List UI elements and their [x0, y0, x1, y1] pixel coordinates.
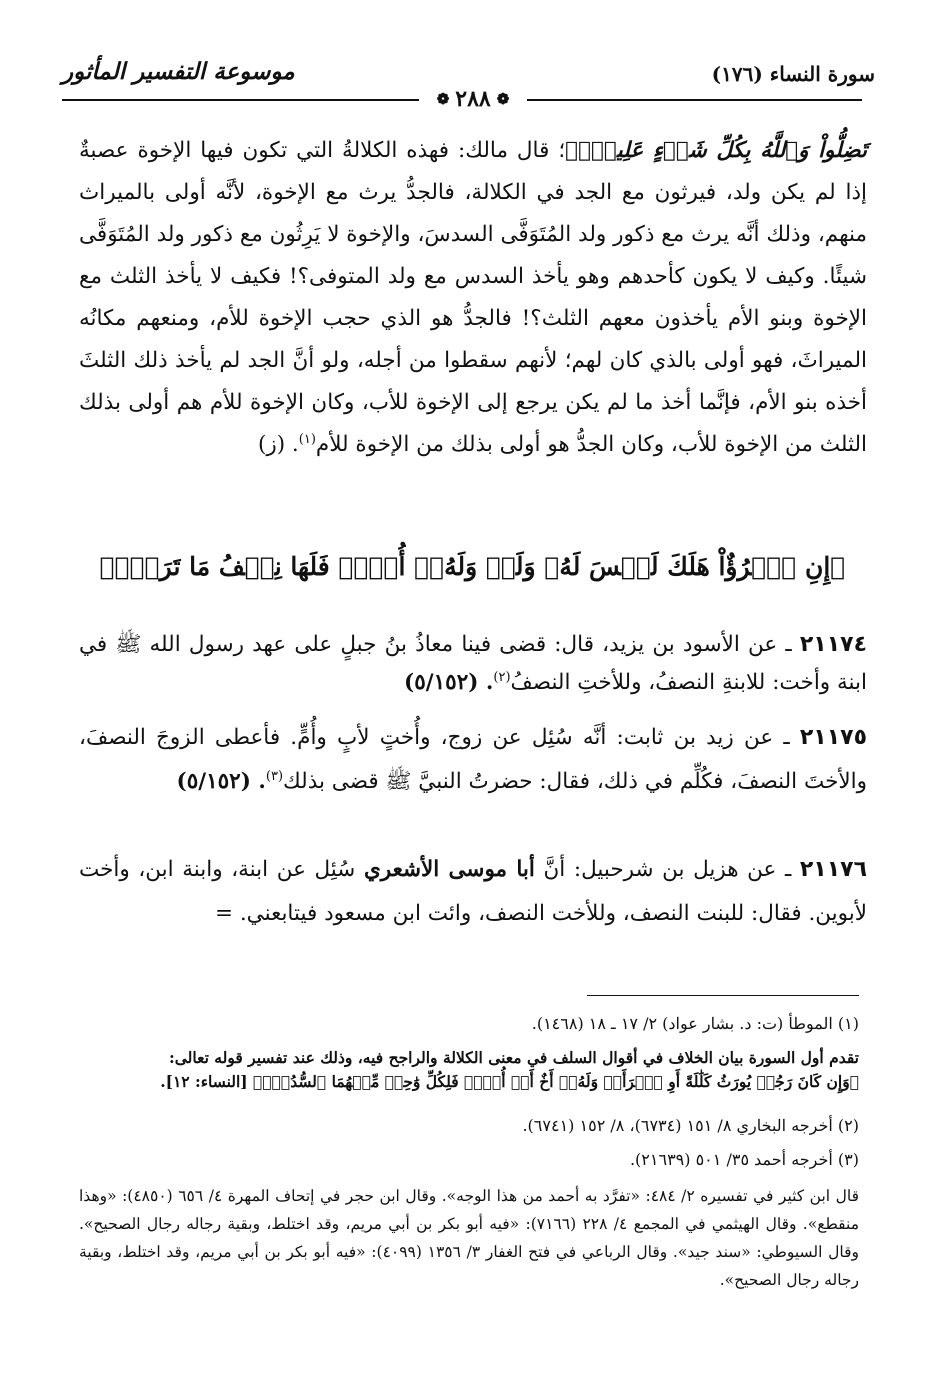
narration-text: ـ عن الأسود بن يزيد، قال: قضى فينا معاذُ بنُ جبلٍ على عهد رسول الله ﷺ في ابنة وأخت: للابنةِ النصفُ، وللأختِ النصفُ	[79, 632, 867, 695]
footnote-1: (١) الموطأ (ت: د. بشار عواد) ٢/ ١٧ ـ ١٨ (١٤٦٨).	[531, 1014, 859, 1033]
note-text: تقدم أول السورة بيان الخلاف في أقوال السلف في معنى الكلالة والراجح فيه، وذلك عند تفسير قوله تعالى:	[169, 1048, 859, 1067]
narration	[79, 848, 867, 936]
intro-text: ؛ قال مالك: فهذه الكلالةُ التي تكون فيها الإخوة عصبةٌ إذا لم يكن ولد، فيرثون مع الجد في الكلالة، فالجدُّ يرث مع الإخوة، لأنَّه أولى بالميراث منهم، وذلك أنَّه يرث مع ذكور ولد المُتَوَفَّى السدسَ، والإخوة لا يَرِثُون مع ذكور ولد المُتَوَفَّى شيئًا. وكيف لا يكون كأحدهم وهو يأخذ السدس مع ولد المتوفى؟! فكيف لا يأخذ الثلث مع الإخوة وبنو الأم يأخذون معهم الثلث؟! فالجدُّ هو الذي حجب الإخوة للأم، ومنعهم مكانُه الميراثَ، فهو أولى بالذي كان لهم؛ لأنهم سقطوا من أجله، ولو أنَّ الجد لم يأخذ ذلك الثلثَ أخذه بنو الأم، فإنَّما أخذ ما لم يكن يرجع إلى الإخوة للأب، وكان الإخوة للأم هم أولى بذلك الثلث من الإخوة للأب، وكان الجدُّ هو أولى بذلك من الإخوة للأم	[79, 138, 867, 457]
narration	[79, 626, 867, 702]
page-number: ٢٨٨	[455, 86, 491, 112]
footnote-commentary: قال ابن كثير في تفسيره ٢/ ٤٨٤: «تفرَّد به أحمد من هذا الوجه». وقال ابن حجر في إتحاف المهرة ٤/ ٦٥٦ (٤٨٥٠): «وهذا منقطع». وقال الهيثمي في المجمع ٤/ ٢٢٨ (٧١٦٦): «فيه أبو بكر بن أبي مريم، وقد اختلط، وبقية رجاله رجال الصحيح». وقال السيوطي: «سند جيد». وقال الرباعي في فتح الغفار ٣/ ١٣٥٦ (٤٠٩٩): «فيه أبو بكر بن أبي مريم، وقد اختلط، وبقية رجاله رجال الصحيح».	[79, 1187, 859, 1289]
book-title: موسوعة التفسير المأثور	[62, 58, 295, 85]
narration-text: ـ عن زيد بن ثابت: أنَّه سُئِل عن زوج، وأُختٍ لأبٍ وأُمٍّ. فأعطى الزوجَ النصفَ، والأختَ النصفَ، فكُلِّم في ذلك، فقال: حضرتُ النبيَّ ﷺ قضى بذلك	[79, 725, 867, 794]
footnote-2: (٢) أخرجه البخاري ٨/ ١٥١ (٦٧٣٤)، ٨/ ١٥٢ (٦٧٤١).	[522, 1116, 859, 1135]
verse-heading: ﴿إِنِ ٱمۡرُؤٌاْ هَلَكَ لَيۡسَ لَهُۥ وَلَدٞ وَلَهُۥٓ أُخۡتٞ فَلَهَا نِصۡفُ مَا تَرَكَۚ﴾	[99, 552, 846, 581]
quran-fragment: تَضِلُّواْ وَٱللَّهُ بِكُلِّ شَيۡءٍ عَلِيمُۢ﴾	[565, 138, 867, 163]
ornament-icon: ❁	[436, 90, 450, 108]
note-ref: [النساء: ١٢].	[160, 1072, 254, 1091]
narration-text: سُئِل عن ابنة، وابنة ابن، وأخت لأبوين. فقال: للبنت النصف، وللأخت النصف، وائت ابن مسعود فيتابعني. =	[79, 857, 867, 926]
volume-reference: . (٥/١٥٢)	[176, 769, 266, 794]
narration	[79, 716, 867, 804]
ornament-icon: ❁	[496, 90, 510, 108]
footnote-marker: (٣)	[265, 768, 284, 784]
volume-reference: . (٥/١٥٢)	[404, 670, 494, 695]
page-number-box	[419, 86, 527, 112]
surah-header: سورة النساء (١٧٦)	[711, 62, 875, 86]
footnote-marker: (١)	[298, 431, 316, 447]
narration-number: ٢١١٧٤	[799, 632, 867, 657]
narration-number: ٢١١٧٥	[799, 725, 867, 750]
narrator-name: أبا موسى الأشعري	[363, 857, 535, 882]
note-quran: ﴿وَإِن كَانَ رَجُلٞ يُورَثُ كَلَٰلَةً أَوِ ٱمۡرَأَةٞ وَلَهُۥٓ أَخٌ أَوۡ أُخۡتٞ فَلِكُلِّ وَٰحِدٖ مِّنۡهُمَا ٱلسُّدُسُۚ﴾	[253, 1072, 859, 1091]
narration-number: ٢١١٧٦	[799, 857, 867, 882]
narration-text: ـ عن هزيل بن شرحبيل: أنَّ	[534, 857, 800, 882]
footnote-3: (٣) أخرجه أحمد ٣٥/ ٥٠١ (٢١٦٣٩).	[629, 1150, 859, 1169]
intro-paragraph	[79, 130, 867, 466]
footnote-marker: (٢)	[493, 669, 511, 685]
footnote-note	[79, 1046, 859, 1094]
intro-tail: . (ز)	[257, 432, 299, 457]
footnote-divider	[587, 995, 859, 996]
